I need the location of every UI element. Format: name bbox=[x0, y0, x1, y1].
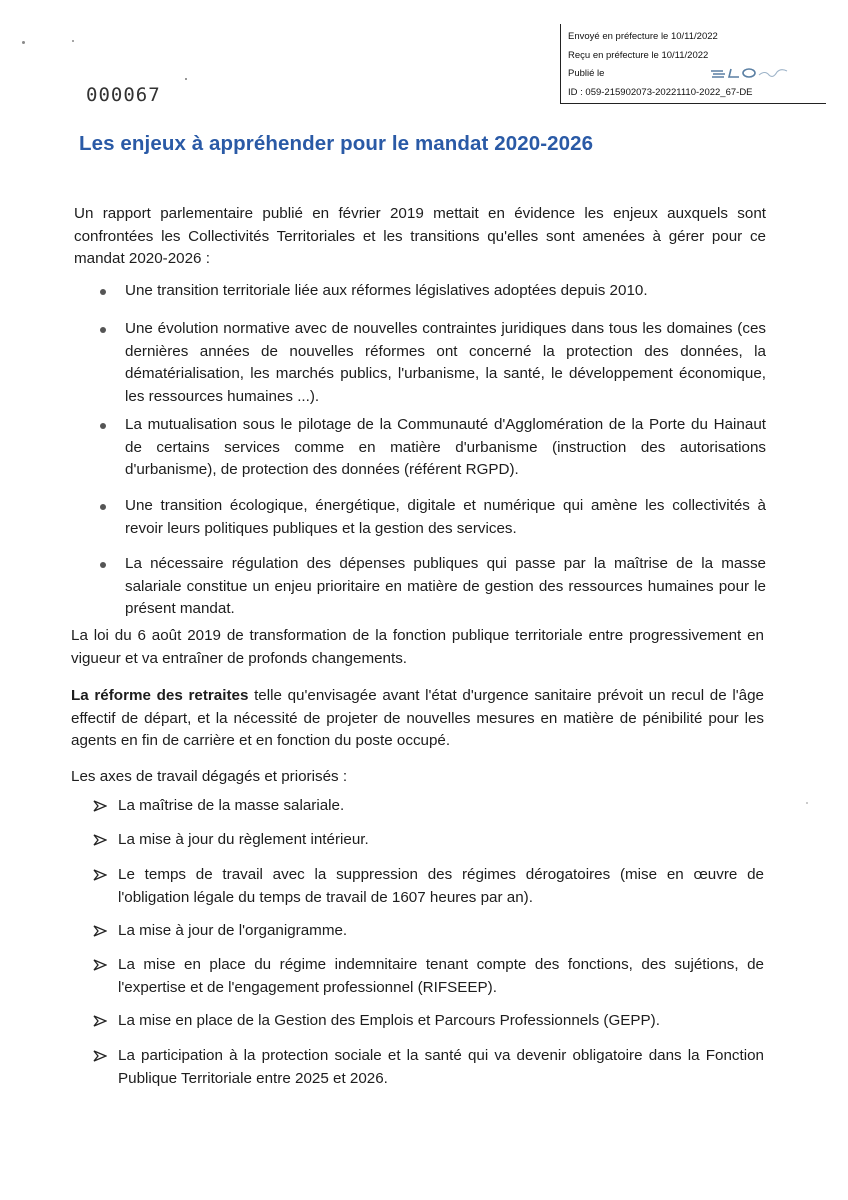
list-item bbox=[93, 920, 764, 943]
loi-paragraph: La loi du 6 août 2019 de transformation de la fonction publique territoriale entre progressivement en vigueur et va entraîner de profonds changements. bbox=[71, 627, 764, 667]
bullet-icon bbox=[100, 504, 106, 510]
scan-dot bbox=[185, 78, 187, 80]
reforme-paragraph bbox=[71, 685, 764, 753]
bullet-icon bbox=[100, 562, 106, 568]
stamp-publie: Publié le bbox=[568, 68, 605, 79]
arrow-bullet-icon bbox=[93, 1015, 107, 1027]
arrow-bullet-icon bbox=[93, 1050, 107, 1062]
list-item-text: La mise en place du régime indemnitaire tenant compte des fonctions, des sujétions, de l'expertise et de l'engagement professionnel (RIFSEEP). bbox=[118, 956, 764, 996]
list-item bbox=[100, 553, 766, 621]
reforme-bold: La réforme des retraites bbox=[71, 687, 249, 704]
bullet-icon bbox=[100, 423, 106, 429]
list-item-text: La participation à la protection sociale et la santé qui va devenir obligatoire dans la Fonction Publique Territoriale entre 2025 et 2026. bbox=[118, 1047, 764, 1087]
list-item-text: Le temps de travail avec la suppression des régimes dérogatoires (mise en œuvre de l'obligation légale du temps de travail de 1607 heures par an). bbox=[118, 866, 764, 906]
list-item bbox=[100, 280, 766, 303]
list-item-text: La mise à jour du règlement intérieur. bbox=[118, 831, 369, 848]
list-item bbox=[93, 829, 764, 852]
bullet-icon bbox=[100, 289, 106, 295]
stamp-id: ID : 059-215902073-20221110-2022_67-DE bbox=[568, 86, 753, 98]
arrow-bullet-icon bbox=[93, 869, 107, 881]
stamp-envoye: Envoyé en préfecture le 10/11/2022 bbox=[568, 31, 718, 42]
reforme-text: telle qu'envisagée avant l'état d'urgence sanitaire prévoit un recul de l'âge effectif de départ, et la nécessité de projeter de nouvelles mesures en matière de pénibilité pour les agents en fin de carrière et en fonction du poste occupé. bbox=[71, 687, 764, 749]
arrow-bullet-icon bbox=[93, 925, 107, 937]
list-item-text: Une transition écologique, énergétique, digitale et numérique qui amène les collectivités à revoir leurs politiques publiques et la gestion des services. bbox=[125, 497, 766, 537]
list-item bbox=[100, 414, 766, 482]
list-item bbox=[93, 1010, 764, 1033]
signature-mark bbox=[709, 66, 789, 80]
axes-intro: Les axes de travail dégagés et priorisés : bbox=[71, 768, 348, 785]
list-item bbox=[93, 954, 764, 999]
list-item-text: La mise en place de la Gestion des Emplois et Parcours Professionnels (GEPP). bbox=[118, 1012, 660, 1029]
list-item-text: Une évolution normative avec de nouvelles contraintes juridiques dans tous les domaines (ces dernières années de nouvelles réformes ont concerné la protection des données, la dématérialisation, les marchés publics, l'urbanisme, la santé, le développement économique, les ressources humaines ...). bbox=[125, 320, 766, 405]
list-item bbox=[93, 795, 764, 818]
arrow-bullet-icon bbox=[93, 834, 107, 846]
list-item-text: La nécessaire régulation des dépenses publiques qui passe par la maîtrise de la masse salariale constitue un enjeu prioritaire en matière de gestion des ressources humaines pour le présent mandat. bbox=[125, 555, 766, 617]
list-item-text: La mutualisation sous le pilotage de la Communauté d'Agglomération de la Porte du Hainaut de certains services comme en matière d'urbanisme (instruction des autorisations d'urbanisme), de protection des données (référent RGPD). bbox=[125, 416, 766, 478]
stamp-recu: Reçu en préfecture le 10/11/2022 bbox=[568, 49, 709, 61]
list-item bbox=[93, 864, 764, 909]
bullet-icon bbox=[100, 327, 106, 333]
arrow-bullet-icon bbox=[93, 959, 107, 971]
page-title: Les enjeux à appréhender pour le mandat 2020-2026 bbox=[79, 132, 594, 155]
list-item-text: Une transition territoriale liée aux réformes législatives adoptées depuis 2010. bbox=[125, 282, 648, 299]
list-item bbox=[93, 1045, 764, 1090]
list-item bbox=[100, 318, 766, 408]
list-item-text: La maîtrise de la masse salariale. bbox=[118, 797, 345, 814]
prefecture-stamp bbox=[560, 24, 826, 104]
list-item bbox=[100, 495, 766, 540]
intro-paragraph: Un rapport parlementaire publié en février 2019 mettait en évidence les enjeux auxquels sont confrontées les Collectivités Territoriales et les transitions qu'elles sont amenées à gérer pour ce mandat 2020-2026 : bbox=[74, 205, 766, 267]
document-number: 000067 bbox=[86, 84, 161, 106]
arrow-bullet-icon bbox=[93, 800, 107, 812]
list-item-text: La mise à jour de l'organigramme. bbox=[118, 922, 348, 939]
